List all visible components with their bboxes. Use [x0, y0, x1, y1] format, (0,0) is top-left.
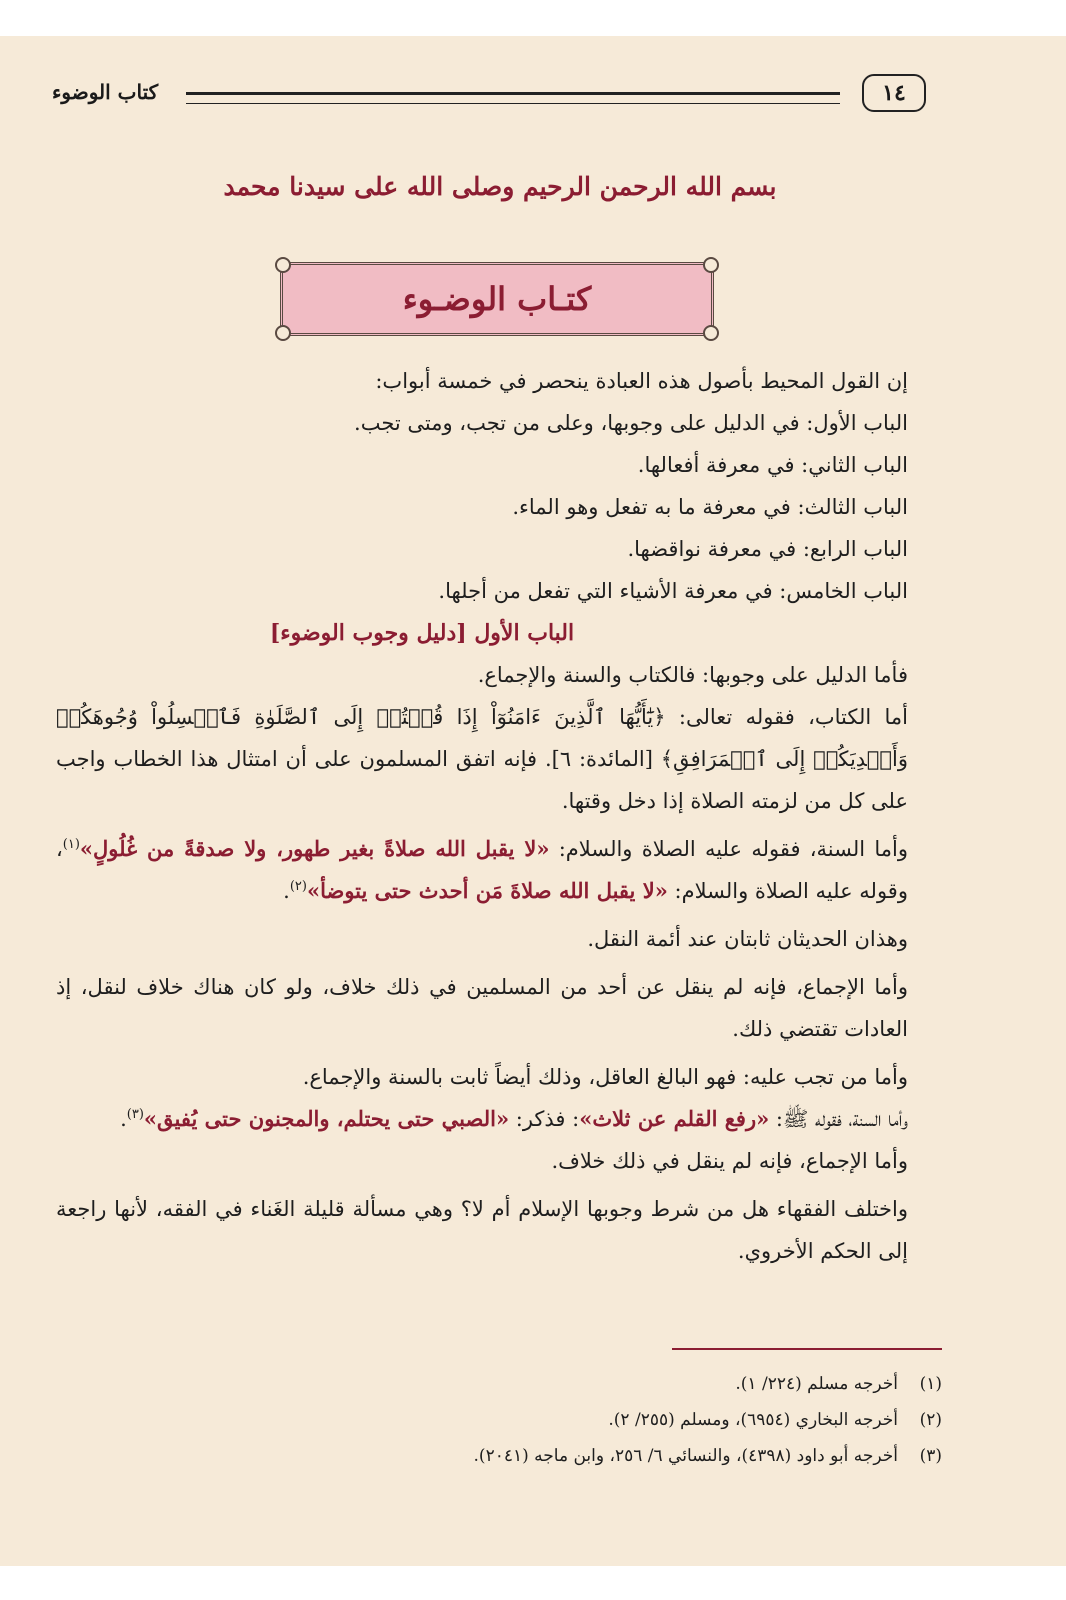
frame-ornament	[275, 325, 291, 341]
book-title: كتـاب الوضـوء	[402, 280, 592, 318]
paragraph: فأما الدليل على وجوبها: فالكتاب والسنة والإجماع.	[477, 663, 908, 687]
text: .	[120, 1107, 127, 1131]
running-title: كتاب الوضوء	[52, 80, 159, 104]
text: ، وقوله عليه الصلاة والسلام:	[56, 837, 908, 903]
hadith-text: «لا يقبل الله صلاةَ مَن أحدث حتى يتوضأ»	[306, 878, 668, 903]
footnote-separator	[672, 1348, 942, 1350]
footnote-number: (٢)	[919, 1410, 942, 1430]
hadith-text: «الصبي حتى يحتلم، والمجنون حتى يُفيق»	[143, 1106, 510, 1131]
text: وأما السنة، فقوله عليه الصلاة والسلام:	[549, 837, 908, 861]
book-page	[0, 36, 1066, 1566]
text: .	[283, 879, 290, 903]
frame-ornament	[275, 257, 291, 273]
footnote-ref[interactable]: (٣)	[126, 1107, 144, 1122]
footnote	[200, 1438, 942, 1474]
footnote	[200, 1402, 942, 1438]
text: أما الكتاب، فقوله تعالى:	[665, 705, 908, 729]
footnote-text: أخرجه أبو داود (٤٣٩٨)، والنسائي ٦/ ٢٥٦، وابن ماجه (٢٠٤١).	[473, 1446, 898, 1466]
header-rule	[186, 92, 840, 104]
hadith-text: «لا يقبل الله صلاةً بغير طهور، ولا صدقةً من غُلُولٍ»	[79, 836, 550, 861]
footnote-number: (٣)	[919, 1446, 942, 1466]
frame-ornament	[703, 257, 719, 273]
paragraph: وهذان الحديثان ثابتان عند أئمة النقل.	[587, 927, 908, 951]
paragraph: وأما من تجب عليه: فهو البالغ العاقل، وذلك أيضاً ثابت بالسنة والإجماع.	[302, 1065, 908, 1089]
basmala: بسم الله الرحمن الرحيم وصلى الله على سيدنا محمد	[223, 172, 777, 201]
paragraph: واختلف الفقهاء هل من شرط وجوبها الإسلام أم لا؟ وهي مسألة قليلة الغَناء في الفقه، لأنها راجعة إلى الحكم الأخروي.	[56, 1197, 908, 1263]
chapter-item: الباب الثاني: في معرفة أفعالها.	[637, 453, 908, 477]
text: وأما السنة، فقوله ﷺ:	[769, 1107, 908, 1131]
chapter-item: الباب الخامس: في معرفة الأشياء التي تفعل من أجلها.	[438, 579, 908, 603]
footnotes	[200, 1366, 942, 1474]
section-heading: الباب الأول [دليل وجوب الوضوء]	[269, 620, 575, 646]
book-title-frame	[280, 262, 714, 336]
chapter-item: الباب الرابع: في معرفة نواقضها.	[627, 537, 908, 561]
intro-paragraph: إن القول المحيط بأصول هذه العبادة ينحصر في خمسة أبواب:	[375, 369, 908, 393]
footnote-ref[interactable]: (١)	[62, 837, 80, 852]
paragraph: وأما الإجماع، فإنه لم ينقل في ذلك خلاف.	[551, 1149, 908, 1173]
page-number: ١٤	[862, 74, 926, 112]
footnote-number: (١)	[919, 1374, 942, 1394]
quran-verse: ﴿يَٰٓأَيُّهَا ٱلَّذِينَ ءَامَنُوٓاْ إِذَا قُمۡتُمۡ إِلَى ٱلصَّلَوٰةِ فَٱغۡسِلُواْ وُجُوهَكُمۡ وَأَيۡدِيَكُمۡ إِلَى ٱلۡمَرَافِقِ﴾	[56, 705, 908, 771]
chapter-item: الباب الثالث: في معرفة ما به تفعل وهو الماء.	[512, 495, 908, 519]
text: [المائدة: ٦]. فإنه اتفق المسلمون على أن امتثال هذا الخطاب واجب على كل من لزمته الصلاة إذا دخل وقتها.	[56, 747, 908, 813]
chapter-item: الباب الأول: في الدليل على وجوبها، وعلى من تجب، ومتى تجب.	[354, 411, 908, 435]
footnote-ref[interactable]: (٢)	[289, 879, 307, 894]
main-text	[56, 360, 908, 1272]
hadith-text: «رفع القلم عن ثلاث»	[579, 1106, 770, 1131]
footnote-text: أخرجه البخاري (٦٩٥٤)، ومسلم (٢٥٥/ ٢).	[608, 1410, 898, 1430]
frame-ornament	[703, 325, 719, 341]
paragraph-sunnah-2	[56, 1098, 908, 1140]
paragraph-quran	[56, 696, 908, 822]
paragraph: وأما الإجماع، فإنه لم ينقل عن أحد من المسلمين في ذلك خلاف، ولو كان هناك خلاف لنقل، إذ العادات تقتضي ذلك.	[56, 975, 908, 1041]
footnote-text: أخرجه مسلم (٢٢٤/ ١).	[735, 1374, 898, 1394]
text: : فذكر:	[509, 1107, 580, 1131]
footnote	[200, 1366, 942, 1402]
paragraph-sunnah	[56, 828, 908, 912]
